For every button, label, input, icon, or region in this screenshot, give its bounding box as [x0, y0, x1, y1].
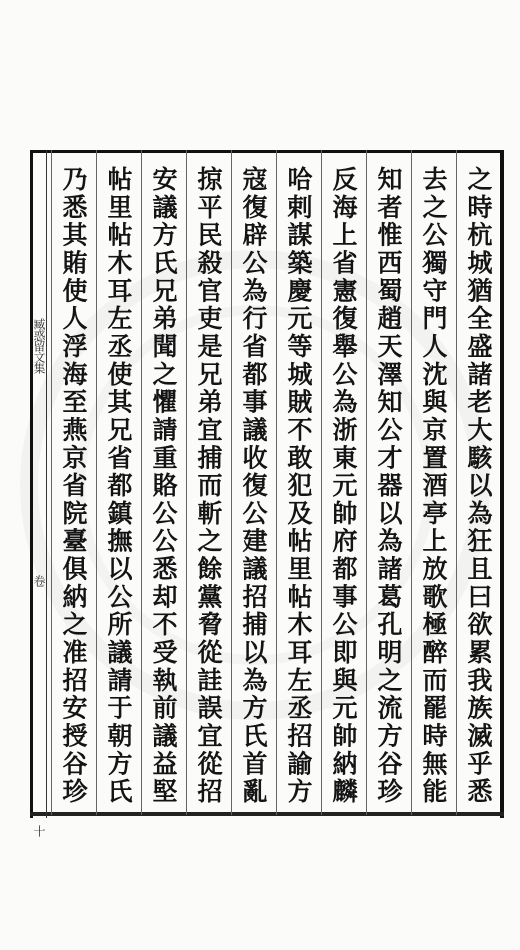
- text-column: [411, 150, 456, 815]
- column-text: 乃悉其賄使人浮海至燕京省院臺俱納之准招安授谷珍: [59, 166, 88, 806]
- column-text: 去之公獨守門人沈與京置酒亭上放歌極醉而罷時無能: [419, 166, 448, 806]
- text-column: [456, 150, 501, 815]
- text-column: [231, 150, 276, 815]
- volume-label: 卷: [32, 575, 46, 586]
- column-text: 帖里帖木耳左丞使其兄省都鎮撫以公所議請于朝方氏: [104, 166, 133, 806]
- text-column: [186, 150, 231, 815]
- page-number: 十: [32, 825, 46, 836]
- column-text: 掠平民殺官吏是兄弟宜捕而斬之餘黨脅從詿誤宜從招: [194, 166, 223, 806]
- text-column: [96, 150, 141, 815]
- text-column: [321, 150, 366, 815]
- book-title: 臧惑留文集: [32, 318, 46, 373]
- center-margin: [30, 150, 47, 836]
- column-text: 反海上省憲復舉公為浙東元帥府都事公即與元帥納麟: [329, 166, 358, 806]
- text-column: [366, 150, 411, 815]
- text-column: [51, 150, 96, 815]
- column-text: 安議方氏兄弟聞之懼請重賂公公悉却不受執前議益堅: [149, 166, 178, 806]
- column-text: 哈剌謀築慶元等城賊不敢犯及帖里帖木耳左丞招諭方: [284, 166, 313, 806]
- text-column: [141, 150, 186, 815]
- text-column: [276, 150, 321, 815]
- column-text: 之時杭城猶全盛諸老大駭以為狂且曰欲累我族滅乎悉: [464, 166, 493, 806]
- column-text: 知者惟西蜀趙天澤知公才器以為諸葛孔明之流方谷珍: [374, 166, 403, 806]
- text-columns: [46, 150, 501, 815]
- column-text: 寇復辟公為行省都事議收復公建議招捕以為方氏首亂: [239, 166, 268, 806]
